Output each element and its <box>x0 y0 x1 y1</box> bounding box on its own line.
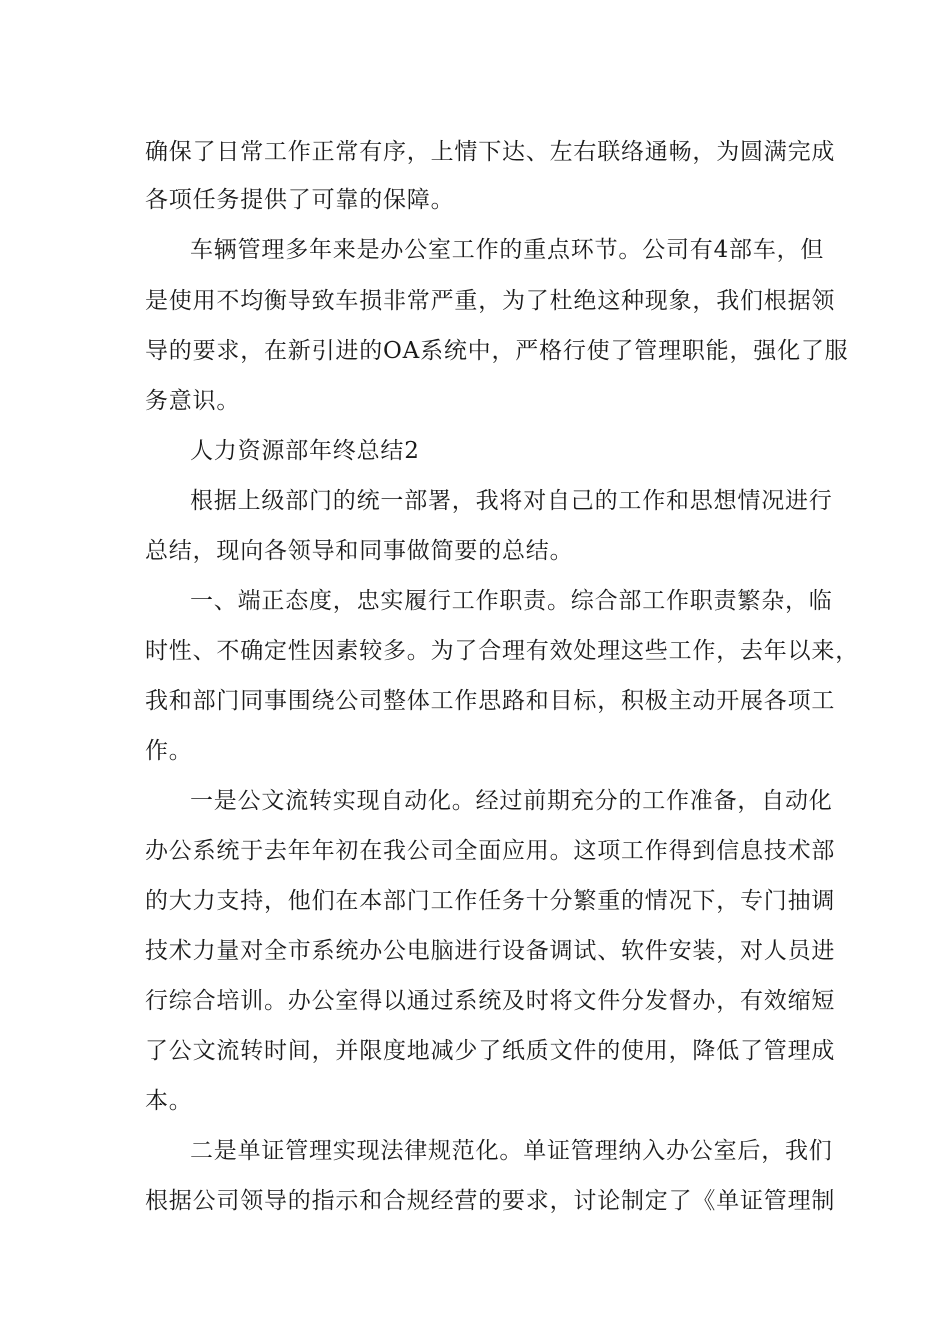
text-line: 是使用不均衡导致车损非常严重，为了杜绝这种现象，我们根据领 <box>145 288 836 314</box>
text-line: 作。 <box>145 738 193 764</box>
text-line: 办公系统于去年年初在我公司全面应用。这项工作得到信息技术部 <box>145 838 836 864</box>
text-line: 我和部门同事围绕公司整体工作思路和目标，积极主动开展各项工 <box>145 688 836 714</box>
text-line: 各项任务提供了可靠的保障。 <box>145 187 455 213</box>
text-line: 确保了日常工作正常有序，上情下达、左右联络通畅，为圆满完成 <box>145 139 836 165</box>
text-line: 的大力支持，他们在本部门工作任务十分繁重的情况下，专门抽调 <box>145 888 836 914</box>
text-line: 车辆管理多年来是办公室工作的重点环节。公司有4部车，但 <box>190 237 825 263</box>
text-line: 根据公司领导的指示和合规经营的要求，讨论制定了《单证管理制 <box>145 1188 836 1214</box>
text-line: 导的要求，在新引进的OA系统中，严格行使了管理职能，强化了服 <box>145 338 849 364</box>
text-line: 一、端正态度，忠实履行工作职责。综合部工作职责繁杂，临 <box>190 588 833 614</box>
text-line: 技术力量对全市系统办公电脑进行设备调试、软件安装，对人员进 <box>145 938 836 964</box>
section-heading: 人力资源部年终总结2 <box>190 438 420 464</box>
text-line: 务意识。 <box>145 388 241 414</box>
text-line: 时性、不确定性因素较多。为了合理有效处理这些工作，去年以来， <box>145 638 859 664</box>
text-line: 一是公文流转实现自动化。经过前期充分的工作准备，自动化 <box>190 788 833 814</box>
text-line: 了公文流转时间，并限度地减少了纸质文件的使用，降低了管理成 <box>145 1038 836 1064</box>
text-line: 根据上级部门的统一部署，我将对自己的工作和思想情况进行 <box>190 488 833 514</box>
text-line: 本。 <box>145 1088 193 1114</box>
text-line: 总结，现向各领导和同事做简要的总结。 <box>145 538 574 564</box>
text-line: 二是单证管理实现法律规范化。单证管理纳入办公室后，我们 <box>190 1138 833 1164</box>
text-line: 行综合培训。办公室得以通过系统及时将文件分发督办，有效缩短 <box>145 988 836 1014</box>
